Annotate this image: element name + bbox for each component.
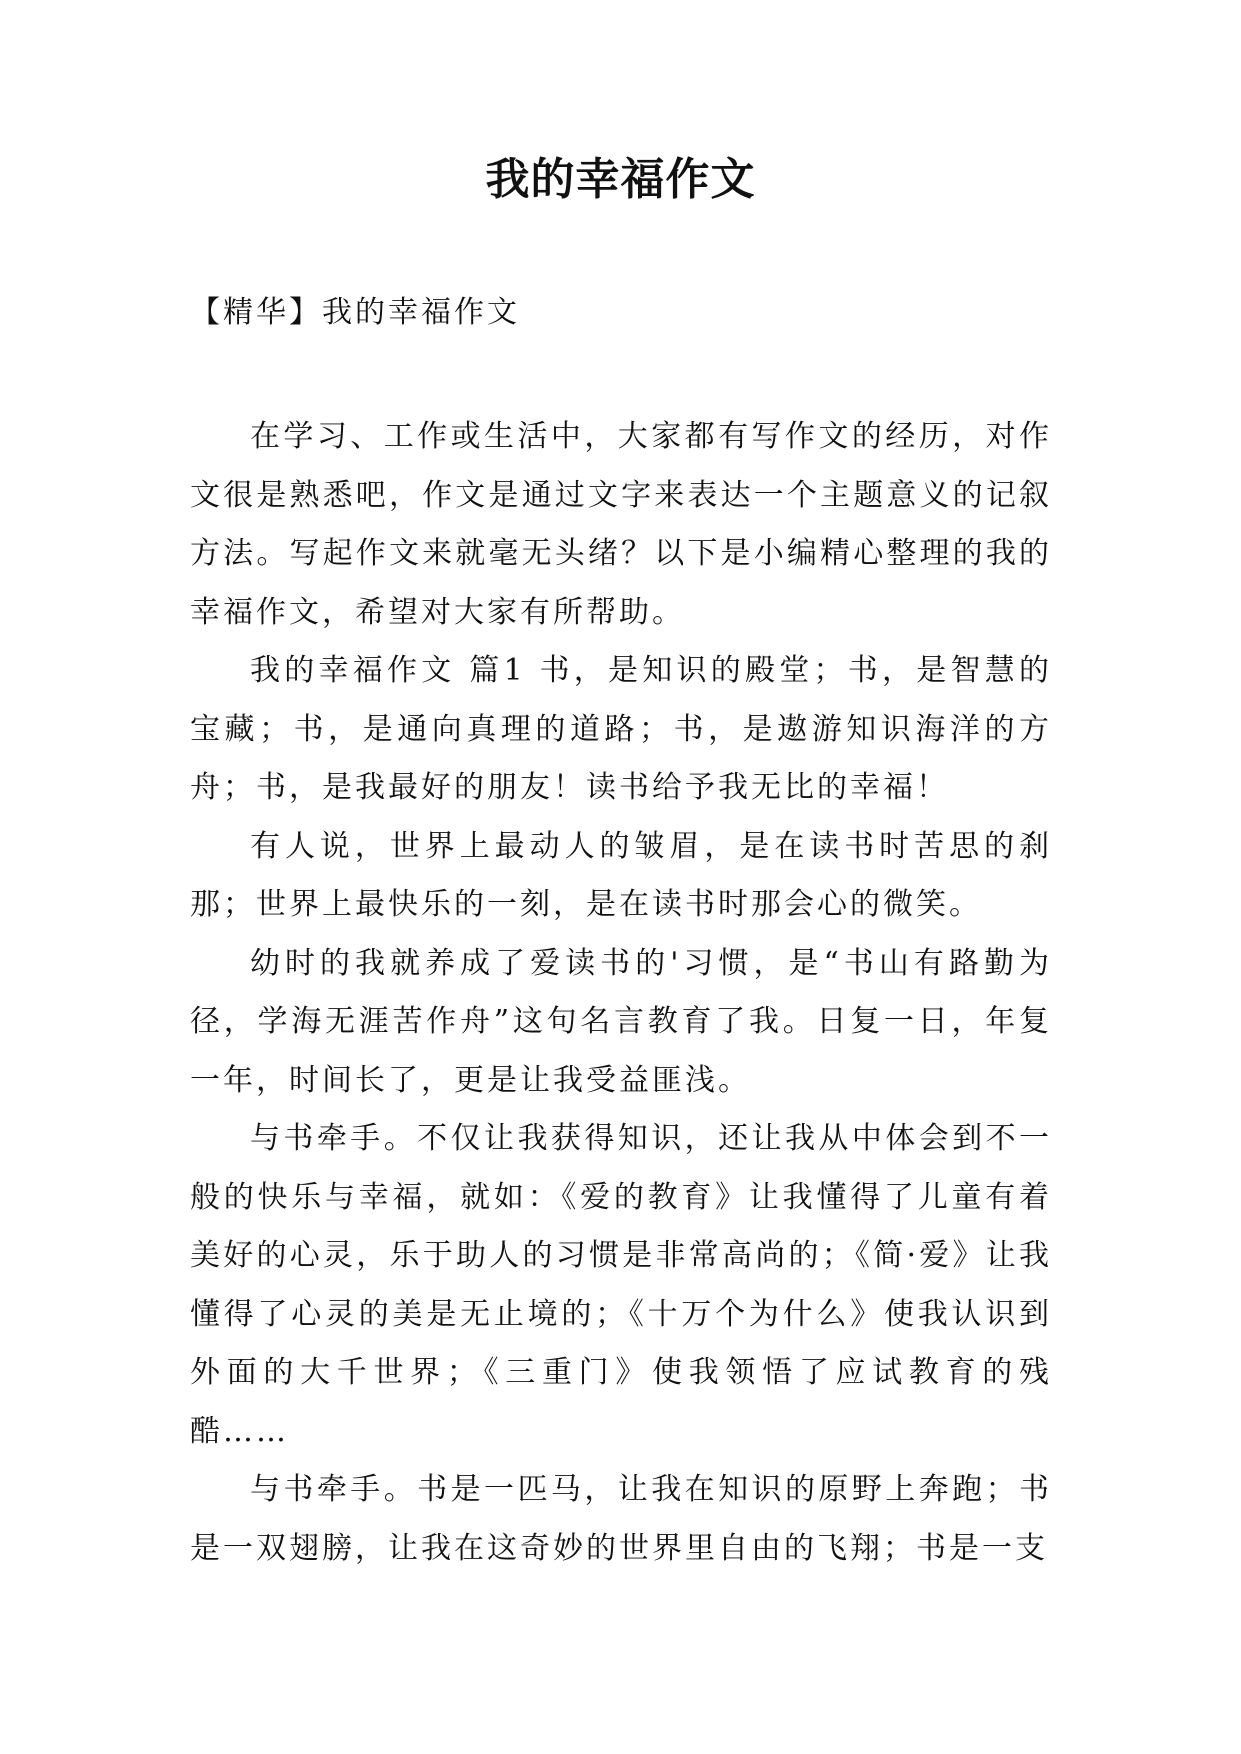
paragraph-quote: 有人说，世界上最动人的皱眉，是在读书时苦思的刹那；世界上最快乐的一刻，是在读书时那会心的微笑。 xyxy=(190,828,1052,922)
paragraph-books-list: 与书牵手。不仅让我获得知识，还让我从中体会到不一般的快乐与幸福，就如：《爱的教育》让我懂得了儿童有着美好的心灵，乐于助人的习惯是非常高尚的；《简·爱》让我懂得了心灵的美是无止境的；《十万个为什么》使我认识到外面的大千世界；《三重门》使我领悟了应试教育的残酷…… xyxy=(190,1121,1052,1449)
page-title: 我的幸福作文 xyxy=(485,154,756,205)
document-body xyxy=(190,408,1052,1578)
paragraph-metaphor: 与书牵手。书是一匹马，让我在知识的原野上奔跑；书是一双翅膀，让我在这奇妙的世界里自由的飞翔；书是一支 xyxy=(190,1472,1052,1566)
paragraph-childhood: 幼时的我就养成了爱读书的'习惯，是“书山有路勤为径，学海无涯苦作舟”这句名言教育了我。日复一日，年复一年，时间长了，更是让我受益匪浅。 xyxy=(190,945,1052,1098)
paragraph-intro: 在学习、工作或生活中，大家都有写作文的经历，对作文很是熟悉吧，作文是通过文字来表达一个主题意义的记叙方法。写起作文来就毫无头绪？以下是小编精心整理的我的幸福作文，希望对大家有所帮助。 xyxy=(190,419,1052,630)
paragraph-essay-1-opening: 我的幸福作文 篇1 书，是知识的殿堂；书，是智慧的宝藏；书，是通向真理的道路；书，是遨游知识海洋的方舟；书，是我最好的朋友！读书给予我无比的幸福！ xyxy=(190,653,1052,805)
document-subtitle: 【精华】我的幸福作文 xyxy=(190,295,520,330)
